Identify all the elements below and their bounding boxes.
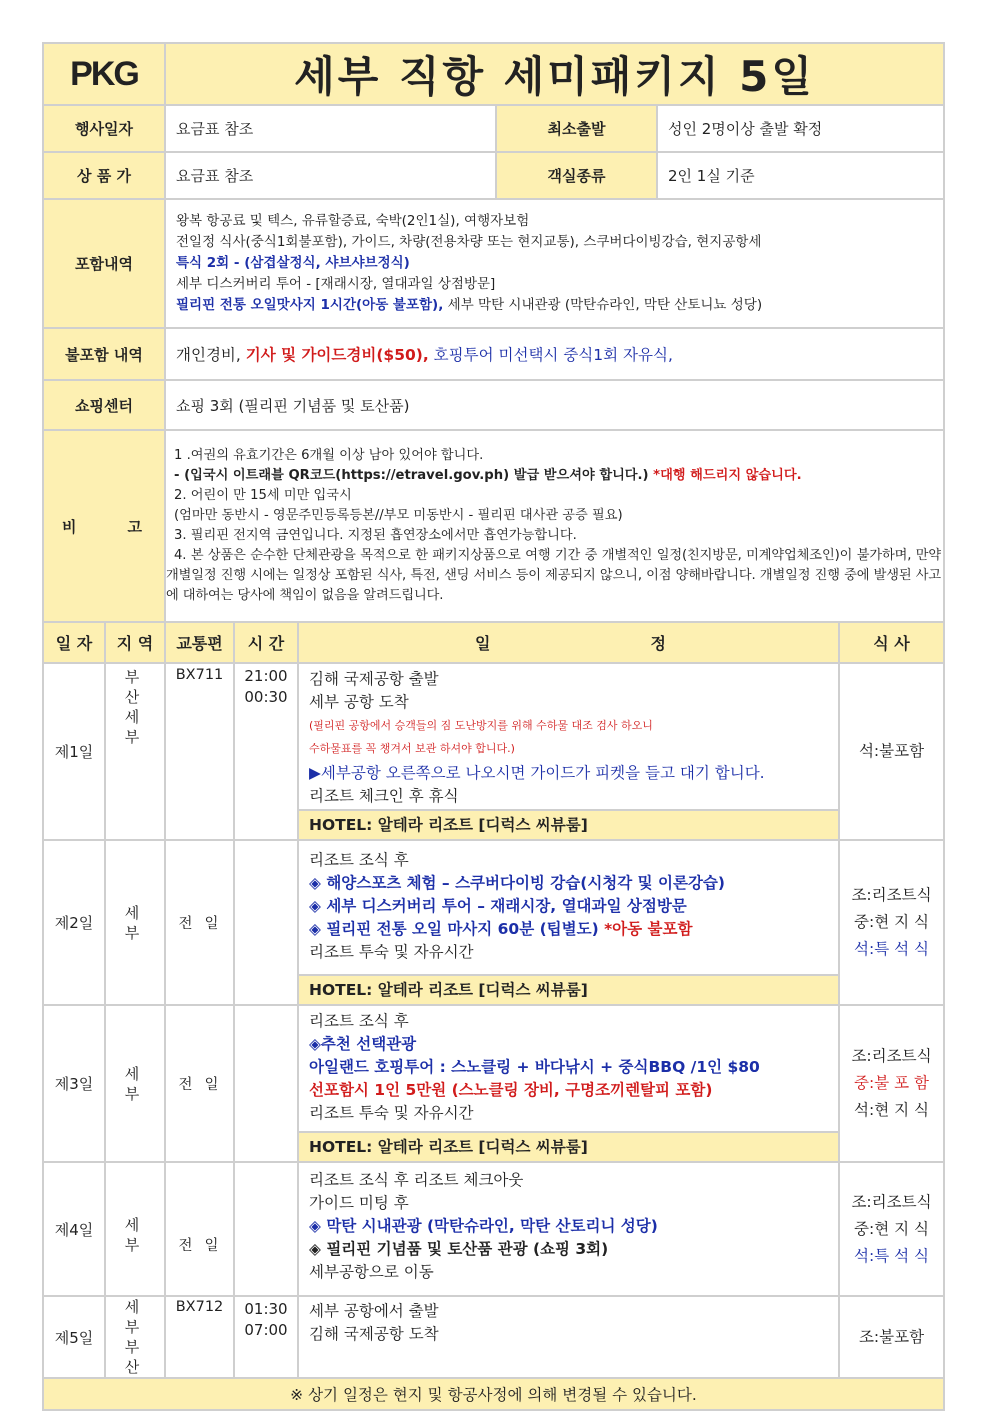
meal-cell — [839, 1162, 944, 1296]
shopping-value: 쇼핑 3회 (필리핀 기념품 및 토산품) — [165, 380, 944, 430]
region-value: 부산 — [124, 1338, 154, 1376]
schedule-cell — [298, 840, 839, 1005]
table-row — [43, 1005, 944, 1162]
note-line: (엄마만 동반시 - 영문주민등록등본//부모 미동반시 - 필리핀 대사관 공증 필요) — [174, 508, 623, 523]
note-line: 2. 어린이 만 15세 미만 입국시 — [174, 488, 352, 503]
hotel-info: HOTEL: 알테라 리조트 [디럭스 씨뷰룸] — [299, 809, 838, 839]
note-line: 1 .여권의 유효기간은 6개월 이상 남아 있어야 합니다. — [174, 448, 484, 463]
notes-label-b: 고 — [127, 517, 142, 536]
schedule-line: ◈ 필리핀 기념품 및 토산품 관광 (쇼핑 3회) — [309, 1240, 609, 1258]
schedule-line: 세부 공항에서 출발 — [309, 1302, 439, 1320]
notes-details — [165, 430, 944, 622]
column-header-meal: 식 사 — [839, 622, 944, 663]
table-row — [43, 840, 944, 1005]
meal-value: 조:리조트식 — [851, 1047, 932, 1065]
schedule-line: ◈ 막탄 시내관광 (막탄슈라인, 막탄 산토리니 성당) — [309, 1217, 658, 1235]
excluded-part: 개인경비, — [176, 346, 246, 364]
included-line: 전일정 식사(중식1회불포함), 가이드, 차량(전용차량 또는 현지교통), 스쿠버다이빙강습, 현지공항세 — [176, 234, 762, 250]
day-label: 제5일 — [43, 1296, 105, 1378]
transport-value: BX712 — [165, 1296, 234, 1378]
note-line: 3. 필리핀 전지역 금연입니다. 지정된 흡연장소에서만 흡연가능합니다. — [174, 528, 577, 543]
schedule-cell — [298, 663, 839, 840]
time-cell — [234, 1005, 298, 1162]
time-cell — [234, 663, 298, 840]
region-cell — [105, 663, 165, 840]
table-row — [43, 663, 944, 840]
region-value: 세부 — [105, 1162, 165, 1296]
meal-value: 중:불 포 함 — [854, 1074, 929, 1092]
schedule-note: 수하물표를 꼭 챙겨서 보관 하셔야 합니다.) — [309, 742, 515, 755]
meal-value: 조:리조트식 — [851, 886, 932, 904]
meal-value: 조:불포함 — [858, 1327, 925, 1346]
day-label: 제2일 — [43, 840, 105, 1005]
schedule-line: ◈추천 선택관광 — [309, 1035, 417, 1053]
day-label: 제4일 — [43, 1162, 105, 1296]
column-header-day: 일 자 — [43, 622, 105, 663]
transport-value: 전일 — [165, 1005, 234, 1162]
price-label: 상 품 가 — [43, 152, 165, 199]
region-value: 부산 — [124, 668, 154, 706]
included-line: 세부 막탄 시내관광 (막탄슈라인, 막탄 산토니뇨 성당) — [443, 297, 763, 313]
schedule-line: 김해 국제공항 도착 — [309, 1325, 439, 1343]
schedule-line: 가이드 미팅 후 — [309, 1194, 409, 1212]
schedule-note: (필리핀 공항에서 승객들의 짐 도난방지를 위해 수하물 대조 검사 하오니 — [309, 719, 653, 732]
schedule-line: 김해 국제공항 출발 — [309, 670, 439, 688]
time-value: 01:30 — [244, 1300, 288, 1318]
schedule-line: 리조트 투숙 및 자유시간 — [309, 1104, 474, 1122]
meal-value: 조:리조트식 — [851, 1192, 932, 1211]
column-header-transport: 교통편 — [165, 622, 234, 663]
note-line: - (입국시 이트래블 QR코드(https://etravel.gov.ph) 발급 받으셔야 합니다.) — [174, 468, 654, 483]
table-row — [43, 1296, 944, 1378]
table-row — [43, 1162, 944, 1296]
info-table — [42, 42, 945, 623]
room-type-label: 객실종류 — [496, 152, 657, 199]
meal-value: 중:현 지 식 — [854, 913, 929, 931]
schedule-line: 리조트 조식 후 — [309, 851, 409, 869]
column-header-schedule — [298, 622, 839, 663]
day-label: 제3일 — [43, 1005, 105, 1162]
shopping-label: 쇼핑센터 — [43, 380, 165, 430]
region-cell — [105, 1296, 165, 1378]
meal-cell — [839, 840, 944, 1005]
excluded-part: 호핑투어 미선택시 중식1회 자유식, — [428, 346, 673, 364]
region-value: 세부 — [124, 1298, 154, 1336]
schedule-line: ◈ 세부 디스커버리 투어 – 재래시장, 열대과일 상점방문 — [309, 897, 687, 915]
meal-value: 중:현 지 식 — [854, 1219, 929, 1238]
region-value: 세부 — [105, 840, 165, 1005]
region-value: 세부 — [124, 708, 154, 746]
column-header-schedule-a: 일 — [475, 634, 491, 653]
schedule-line: 아일랜드 호핑투어 : 스노클링 + 바다낚시 + 중식BBQ /1인 $80 — [309, 1058, 760, 1076]
note-line: 4. 본 상품은 순수한 단체관광을 목적으로 한 패키지상품으로 여행 기간 중 개별적인 일정(친지방문, 미계약업체조인)이 불가하며, 만약 개별일정 진행 시에는 일정상 포함된 식사, 특전, 샌딩 서비스 등이 제공되지 않으니, 이점 양해바랍니다. 개별일정 진행 중에 발생된 사고에 대하여는 당사에 책임이 없음을 알려드립니다. — [166, 548, 942, 603]
room-type-value: 2인 1실 기준 — [657, 152, 944, 199]
transport-value: 전일 — [165, 840, 234, 1005]
time-cell — [234, 840, 298, 1005]
time-value: 07:00 — [244, 1321, 288, 1339]
day-label: 제1일 — [43, 663, 105, 840]
excluded-guide-fee: 기사 및 가이드경비($50), — [245, 346, 429, 364]
transport-value: BX711 — [165, 663, 234, 840]
meal-value: 석:특 석 식 — [854, 940, 929, 958]
meal-cell — [839, 663, 944, 840]
column-header-time: 시 간 — [234, 622, 298, 663]
region-value: 세부 — [105, 1005, 165, 1162]
schedule-line: ◈ 필리핀 전통 오일 마사지 60분 (팁별도) — [309, 920, 605, 938]
included-details — [165, 199, 944, 328]
notes-label-a: 비 — [62, 517, 77, 536]
included-line: 세부 디스커버리 투어 - [재래시장, 열대과일 상점방문] — [176, 276, 496, 292]
itinerary-document — [42, 42, 943, 1411]
column-header-region: 지 역 — [105, 622, 165, 663]
schedule-note: 선포함시 1인 5만원 (스노클링 장비, 구명조끼렌탈피 포함) — [309, 1081, 713, 1099]
schedule-note: *아동 불포함 — [604, 920, 693, 938]
transport-value: 전일 — [165, 1162, 234, 1296]
note-warning: *대행 해드리지 않습니다. — [653, 468, 802, 483]
price-value: 요금표 참조 — [165, 152, 496, 199]
schedule-line: ▶세부공항 오른쪽으로 나오시면 가이드가 피켓을 들고 대기 합니다. — [309, 764, 765, 782]
time-cell — [234, 1162, 298, 1296]
included-massage: 필리핀 전통 오일맛사지 1시간(아동 불포함), — [176, 297, 444, 313]
meal-value: 석:현 지 식 — [854, 1101, 929, 1119]
notes-label — [43, 430, 165, 622]
meal-cell — [839, 1005, 944, 1162]
schedule-cell — [298, 1005, 839, 1162]
meal-cell — [839, 1296, 944, 1378]
schedule-cell — [298, 1162, 839, 1296]
min-departure-value: 성인 2명이상 출발 확정 — [657, 105, 944, 152]
time-cell — [234, 1296, 298, 1378]
hotel-info: HOTEL: 알테라 리조트 [디럭스 씨뷰룸] — [299, 1131, 838, 1161]
meal-value: 석:불포함 — [858, 742, 925, 760]
included-line: 왕복 항공료 및 텍스, 유류할증료, 숙박(2인1실), 여행자보험 — [176, 213, 530, 229]
page-title: 세부 직항 세미패키지 5일 — [165, 43, 944, 105]
schedule-line: 세부 공항 도착 — [309, 693, 409, 711]
schedule-line: 리조트 투숙 및 자유시간 — [309, 943, 474, 961]
included-special-meals: 특식 2회 - (삼겹살정식, 샤브샤브정식) — [176, 255, 410, 271]
schedule-table — [42, 621, 945, 1411]
schedule-cell — [298, 1296, 839, 1378]
schedule-line: 리조트 조식 후 — [309, 1012, 409, 1030]
column-header-schedule-b: 정 — [650, 634, 666, 653]
event-date-label: 행사일자 — [43, 105, 165, 152]
pkg-label: PKG — [43, 43, 165, 105]
time-value: 00:30 — [244, 688, 288, 706]
time-value: 21:00 — [244, 667, 288, 685]
min-departure-label: 최소출발 — [496, 105, 657, 152]
hotel-info: HOTEL: 알테라 리조트 [디럭스 씨뷰룸] — [299, 974, 838, 1004]
event-date-value: 요금표 참조 — [165, 105, 496, 152]
schedule-line: ◈ 해양스포츠 체험 – 스쿠버다이빙 강습(시청각 및 이론강습) — [309, 874, 725, 892]
excluded-details — [165, 328, 944, 380]
schedule-line: 리조트 조식 후 리조트 체크아웃 — [309, 1171, 524, 1189]
meal-value: 석:특 석 식 — [854, 1246, 929, 1265]
schedule-line: 세부공항으로 이동 — [309, 1263, 434, 1281]
included-label: 포함내역 — [43, 199, 165, 328]
excluded-label: 불포함 내역 — [43, 328, 165, 380]
footer-note: ※ 상기 일정은 현지 및 항공사정에 의해 변경될 수 있습니다. — [43, 1378, 944, 1410]
schedule-line: 리조트 체크인 후 휴식 — [309, 787, 459, 805]
